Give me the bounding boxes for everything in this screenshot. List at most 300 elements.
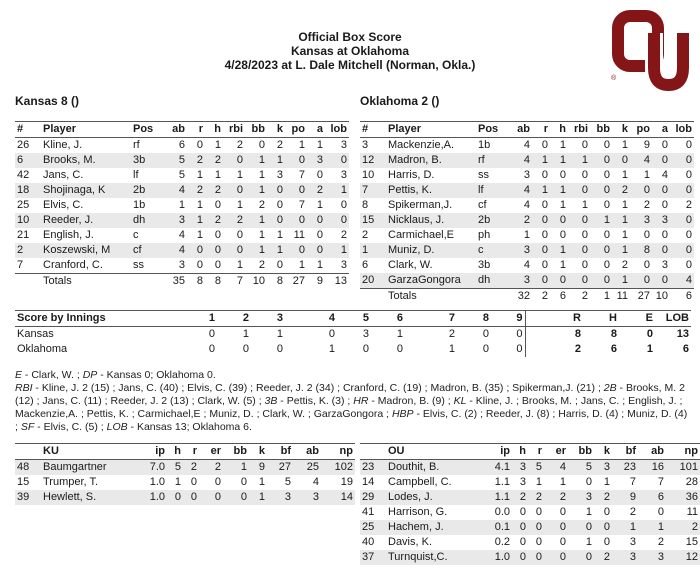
stat-value: 0 <box>316 229 323 241</box>
stat-value: 3 <box>630 213 652 228</box>
team-name: Kansas <box>17 328 54 340</box>
player-name: Nicklaus, J. <box>386 213 476 228</box>
stat-value: 2b <box>476 213 506 228</box>
stat-value: 9 <box>612 490 638 505</box>
box-score-header <box>0 0 700 72</box>
stat-value: 1 <box>316 199 323 211</box>
pitching-col-header: h <box>512 444 528 460</box>
oklahoma-batting-column <box>360 94 690 304</box>
oklahoma-batting-table <box>360 121 694 304</box>
stat-value: 1 <box>621 199 628 211</box>
totals-label: Totals <box>41 274 131 290</box>
player-name: Clark, W. <box>388 259 433 271</box>
totals-value: 7 <box>223 274 245 290</box>
notes-text: - Kansas 0; Oklahoma 0. <box>97 369 216 381</box>
stat-value: 5 <box>284 476 291 488</box>
pitching-header-row <box>360 444 700 460</box>
stat-value: 19 <box>340 476 353 488</box>
stat-value: 0 <box>590 183 612 198</box>
stat-value: 37 <box>360 550 386 565</box>
stat-value: 3b <box>478 259 491 271</box>
stat-value: 0 <box>630 273 652 289</box>
stat-value: 0 <box>568 243 590 258</box>
stat-value: 3 <box>638 550 666 565</box>
pitching-col-header: bf <box>612 444 638 460</box>
stat-value: 1 <box>245 153 267 168</box>
stat-value: 0 <box>541 199 548 211</box>
stat-value: 11 <box>293 229 305 241</box>
stat-value: 0 <box>643 259 650 271</box>
stat-value: 1 <box>612 520 638 535</box>
stat-value: 1 <box>621 229 628 241</box>
stat-value: 0 <box>657 506 664 518</box>
stat-value: 0 <box>568 213 590 228</box>
stat-value: 1 <box>249 490 267 505</box>
stat-value: 0 <box>187 243 205 258</box>
summary-value: 1 <box>646 343 653 355</box>
stat-value: 1 <box>643 169 650 181</box>
player-name: Muniz, D. <box>386 243 476 258</box>
pitcher-name: Campbell, C. <box>388 476 452 488</box>
stat-value: 0 <box>670 243 694 258</box>
stat-value: 1 <box>316 259 323 271</box>
stat-value: 1.0 <box>137 490 167 505</box>
batting-row <box>15 258 349 274</box>
stat-value: 1 <box>581 199 588 211</box>
stat-abbreviation: HBP <box>391 408 414 420</box>
stat-value: 12 <box>360 153 386 168</box>
batting-row <box>360 153 694 168</box>
pitcher-row <box>360 520 700 535</box>
stat-value: 0 <box>603 139 610 151</box>
inning-runs: 1 <box>276 328 283 340</box>
inning-runs: 0 <box>208 328 215 340</box>
notes-text: - Clark, W. ; <box>22 369 83 381</box>
kansas-batting-table <box>15 121 349 289</box>
totals-value: 35 <box>161 274 187 290</box>
batting-row <box>360 273 694 289</box>
stat-value: 20 <box>360 273 386 289</box>
stat-value: 0 <box>568 273 590 289</box>
stat-value: 0 <box>603 506 610 518</box>
summary-header: R <box>525 311 583 327</box>
stat-value: 16 <box>638 460 666 476</box>
stat-value: 23 <box>360 460 386 476</box>
stat-value: c <box>133 229 139 241</box>
inning-number-header: 9 <box>491 311 525 327</box>
notes-text: - Brooks, M. 2 (12) ; Jans, C. (11) ; Reeder, J. 2 (13) ; Clark, W. (5) ; <box>15 382 685 407</box>
inning-runs: 0 <box>208 343 215 355</box>
pitcher-row <box>360 505 700 520</box>
stat-value: 0 <box>568 520 594 535</box>
batting-col-header: a <box>652 122 670 138</box>
stat-value: 0 <box>267 213 285 228</box>
stat-value: 0 <box>285 243 307 258</box>
pitching-col-header: ab <box>293 444 321 460</box>
stat-value <box>131 274 161 290</box>
stat-value: 0 <box>661 229 668 241</box>
line-score-row <box>15 327 691 343</box>
inning-number-header: 7 <box>405 311 457 327</box>
inning-number-header: 4 <box>285 311 337 327</box>
totals-value: 10 <box>652 289 670 305</box>
ou-pitching-table <box>360 443 700 565</box>
stat-value: 3 <box>506 243 532 258</box>
stat-value: 0 <box>544 550 568 565</box>
ku-pitching-column <box>15 443 353 565</box>
pitcher-row <box>360 460 700 476</box>
stat-value: 36 <box>666 490 700 505</box>
inning-runs: 0 <box>276 343 283 355</box>
stat-value: 15 <box>17 476 30 488</box>
matchup-title: Kansas at Oklahoma <box>290 44 410 58</box>
stat-value: 25 <box>360 520 386 535</box>
stat-value: 0.2 <box>494 536 510 548</box>
stat-abbreviation: 3B <box>264 395 278 407</box>
stat-value: 1 <box>258 476 265 488</box>
game-notes-line <box>15 369 690 382</box>
stat-value: 2 <box>528 490 544 505</box>
stat-value: 1 <box>174 476 181 488</box>
stat-value: 10 <box>15 213 41 228</box>
stat-value: 0 <box>285 153 307 168</box>
inning-number-header: 1 <box>183 311 217 327</box>
notes-text: - Kline, J. ; Brooks, M. ; Jans, C. ; English, J. ; Mackenzie,A. ; Pettis, K. ; Carmichael,E ; Muniz, D. ; Clark, W. ; GarzaGongora ; <box>15 395 683 420</box>
stat-value: 8 <box>362 199 369 211</box>
pitching-col-header: ip <box>137 444 167 460</box>
inning-runs: 0 <box>396 343 403 355</box>
stat-value <box>476 289 506 305</box>
stat-value: 0 <box>603 259 610 271</box>
stat-value: 1 <box>267 153 285 168</box>
pitcher-row <box>15 475 355 490</box>
pitcher-name: Turnquist,C. <box>386 550 482 565</box>
stat-value: 0 <box>512 550 528 565</box>
stat-value: 0.0 <box>494 506 510 518</box>
stat-value: dh <box>131 213 161 228</box>
stat-value: 0 <box>685 229 692 241</box>
stat-value: 12 <box>666 550 700 565</box>
stat-value: 0 <box>643 229 650 241</box>
summary-value: 8 <box>525 327 583 343</box>
stat-value: 1 <box>298 259 305 271</box>
kansas-batting-column <box>15 94 345 304</box>
stat-value: 4 <box>670 273 694 289</box>
stat-value: 1 <box>245 243 267 258</box>
inning-runs: 2 <box>448 328 455 340</box>
player-name: Cranford, C. <box>43 259 103 271</box>
batting-col-header: po <box>285 122 307 138</box>
pitcher-name: Douthit, B. <box>386 460 482 476</box>
stat-value: 0 <box>276 259 283 271</box>
stat-value: 1 <box>187 213 205 228</box>
stat-value: 0 <box>590 243 612 258</box>
pitcher-name: Hachem, J. <box>386 520 482 535</box>
stat-value: 28 <box>685 476 698 488</box>
inning-runs: 0 <box>362 343 369 355</box>
stat-value: 0 <box>541 229 548 241</box>
stat-value: 0 <box>541 259 548 271</box>
stat-value: 0 <box>559 536 566 548</box>
pitching-col-header: np <box>321 444 355 460</box>
stat-value: 1 <box>550 153 568 168</box>
stat-value: 5 <box>178 169 185 181</box>
stat-value: 2 <box>205 183 223 198</box>
stat-value: 0 <box>532 213 550 228</box>
stat-value: 0 <box>590 273 612 289</box>
batting-col-header: Player <box>386 122 476 138</box>
stat-value: 3 <box>652 213 670 228</box>
player-name: Shojinaga, K <box>41 183 131 198</box>
stat-value: 4 <box>544 460 568 476</box>
stat-value: 3 <box>340 169 347 181</box>
stat-value: 101 <box>666 460 700 476</box>
stat-value: 48 <box>15 460 41 476</box>
stat-value: c <box>476 243 506 258</box>
team-name: Oklahoma <box>17 343 68 355</box>
stat-value: 0 <box>190 476 197 488</box>
stat-value: rf <box>133 139 140 151</box>
batting-header-row <box>15 122 349 138</box>
line-score-label: Score by Innings <box>15 311 183 327</box>
stat-value: 7 <box>629 476 636 488</box>
inning-runs: 0 <box>482 328 489 340</box>
stat-value: 2 <box>612 183 630 198</box>
stat-value: 1.1 <box>494 476 510 488</box>
stat-value: 15 <box>360 213 386 228</box>
stat-value: 2 <box>594 550 612 565</box>
pitching-col-header: bb <box>223 444 249 460</box>
stat-value: 0 <box>528 550 544 565</box>
stat-value: 0 <box>307 213 325 228</box>
stat-value: 0 <box>167 490 183 505</box>
pitching-col-header: er <box>544 444 568 460</box>
pitching-col-header <box>15 444 41 460</box>
batting-col-header: r <box>532 122 550 138</box>
stat-value: 0 <box>214 199 221 211</box>
stat-value: 0 <box>276 199 283 211</box>
batting-col-header: ab <box>161 122 187 138</box>
totals-value: 27 <box>285 274 307 290</box>
stat-value: cf <box>478 199 487 211</box>
summary-value: 8 <box>610 328 617 340</box>
batting-row <box>15 198 349 213</box>
player-name: Brooks, M. <box>41 153 131 168</box>
pitcher-name: Trumper, T. <box>43 476 99 488</box>
stat-value: 2 <box>258 199 265 211</box>
pitching-col-header <box>360 444 386 460</box>
stat-value: 1 <box>559 199 566 211</box>
stat-value: 0 <box>612 153 630 168</box>
batting-row <box>15 228 349 243</box>
stat-value: 0 <box>581 139 588 151</box>
stat-value: lf <box>133 169 139 181</box>
batting-row <box>360 258 694 273</box>
stat-value: 0 <box>519 506 526 518</box>
stat-value: 27 <box>267 460 293 476</box>
stat-value: dh <box>476 273 506 289</box>
player-name: Harris, D. <box>388 169 435 181</box>
batting-col-header: # <box>360 122 386 138</box>
stat-value: 0 <box>652 273 670 289</box>
stat-value: 3 <box>519 476 526 488</box>
stat-value: 2 <box>340 229 347 241</box>
stat-value: 0 <box>685 139 692 151</box>
stat-value: 0 <box>340 199 347 211</box>
stat-value: 0 <box>685 259 692 271</box>
pitching-team-header: KU <box>41 444 137 460</box>
inning-runs: 1 <box>448 343 455 355</box>
stat-value: 1 <box>316 139 323 151</box>
totals-value: 8 <box>267 274 285 290</box>
player-name: Reeder, J. <box>41 213 131 228</box>
stat-value: 0 <box>214 229 221 241</box>
stat-value: 21 <box>17 229 30 241</box>
stat-value: 0 <box>535 506 542 518</box>
summary-header: E <box>619 311 655 327</box>
stat-value: 0 <box>603 199 610 211</box>
batting-row <box>15 138 349 154</box>
stat-value: 2 <box>205 213 223 228</box>
stat-value: 1 <box>559 476 566 488</box>
stat-value: 5 <box>568 460 594 476</box>
stat-value: 9 <box>249 460 267 476</box>
pitching-col-header: bf <box>267 444 293 460</box>
batting-col-header: # <box>15 122 41 138</box>
stat-value: 0 <box>603 169 610 181</box>
stat-value: 1 <box>612 213 630 228</box>
stat-value: 2 <box>223 213 245 228</box>
stat-value: 1 <box>621 169 628 181</box>
stat-value: 3 <box>340 139 347 151</box>
stat-value: 1 <box>325 183 349 198</box>
stat-value: 3 <box>661 259 668 271</box>
oklahoma-ou-logo <box>605 6 695 100</box>
stat-value: 0 <box>285 183 307 198</box>
batting-totals-row <box>15 274 349 290</box>
game-notes <box>15 369 690 434</box>
stat-value: 0 <box>214 259 221 271</box>
stat-value: 0 <box>183 490 199 505</box>
stat-value: 2 <box>187 153 205 168</box>
stat-value: 1 <box>236 169 243 181</box>
notes-text: - Pettis, K. (3) ; <box>277 395 354 407</box>
stat-value: 1 <box>236 199 243 211</box>
stat-value: 0 <box>325 153 349 168</box>
stat-value: 3 <box>612 550 638 565</box>
stat-value: 1 <box>258 169 265 181</box>
stat-abbreviation: DP <box>82 369 98 381</box>
stat-value: 2 <box>512 490 528 505</box>
batting-col-header: r <box>187 122 205 138</box>
stat-value: 1.1 <box>482 490 512 505</box>
stat-value: 0 <box>541 169 548 181</box>
totals-value: 8 <box>205 274 223 290</box>
stat-value: 0 <box>652 243 670 258</box>
batting-col-header: lob <box>325 122 349 138</box>
ou-interlock-icon <box>605 6 695 100</box>
stat-value: 4 <box>161 243 187 258</box>
stat-value: 1 <box>325 243 349 258</box>
player-name: Jans, C. <box>43 169 84 181</box>
stat-value: 39 <box>15 490 41 505</box>
stat-value: 3 <box>178 259 185 271</box>
stat-value: 7.0 <box>137 460 167 476</box>
stat-value: 0 <box>325 213 349 228</box>
totals-value: 32 <box>506 289 532 305</box>
stat-value: 0 <box>568 550 594 565</box>
stat-value: 1 <box>214 139 221 151</box>
inning-number-header: 6 <box>371 311 405 327</box>
stat-value: 10 <box>362 169 375 181</box>
stat-value: 1 <box>214 169 221 181</box>
batting-row <box>15 213 349 228</box>
pitching-col-header: k <box>594 444 612 460</box>
stat-value: 0.1 <box>482 520 512 535</box>
inning-number-header: 2 <box>217 311 251 327</box>
player-name: Kline, J. <box>43 139 83 151</box>
stat-value: 0 <box>307 243 325 258</box>
stat-value: 0 <box>550 213 568 228</box>
inning-runs: 0 <box>328 328 335 340</box>
batting-section <box>0 94 700 304</box>
stat-value: 0 <box>512 520 528 535</box>
totals-value: 6 <box>670 289 694 305</box>
stat-value: 0 <box>236 229 243 241</box>
inning-runs: 0 <box>482 343 489 355</box>
batting-col-header: bb <box>590 122 612 138</box>
stat-value: 2 <box>594 490 612 505</box>
line-score-table <box>15 310 691 357</box>
totals-value: 13 <box>325 274 349 290</box>
stat-value: 3b <box>131 153 161 168</box>
player-name: Elvis, C. <box>43 199 84 211</box>
stat-value: 5 <box>167 460 183 476</box>
pitcher-row <box>360 475 700 490</box>
game-notes-line <box>15 382 690 434</box>
stat-value: 1 <box>612 273 630 289</box>
stat-value: 1 <box>196 199 203 211</box>
stat-abbreviation: HR <box>353 395 369 407</box>
stat-value: 0 <box>630 183 652 198</box>
stat-value: 6 <box>638 490 666 505</box>
batting-row <box>15 243 349 258</box>
stat-value: cf <box>131 243 161 258</box>
stat-value: 2 <box>276 139 283 151</box>
totals-value: 9 <box>307 274 325 290</box>
stat-value: 1 <box>638 520 666 535</box>
stat-value: 1 <box>245 213 267 228</box>
player-name: GarzaGongora <box>386 273 476 289</box>
stat-value: 0 <box>685 169 692 181</box>
stat-value: 14 <box>321 490 355 505</box>
stat-value: 1 <box>532 153 550 168</box>
pitcher-name: Lodes, J. <box>386 490 482 505</box>
stat-value: 0 <box>652 183 670 198</box>
stat-abbreviation: SF <box>20 421 35 433</box>
stat-value: 0 <box>581 169 588 181</box>
line-score-section <box>0 304 700 357</box>
stat-value: 0 <box>223 183 245 198</box>
stat-value: 7 <box>298 169 305 181</box>
stat-value: 6 <box>362 259 369 271</box>
pitching-col-header: ab <box>638 444 666 460</box>
stat-value: 6 <box>15 153 41 168</box>
stat-value: 0 <box>661 199 668 211</box>
stat-value: 42 <box>17 169 30 181</box>
stat-value: 0 <box>603 229 610 241</box>
stat-value: 0 <box>550 273 568 289</box>
